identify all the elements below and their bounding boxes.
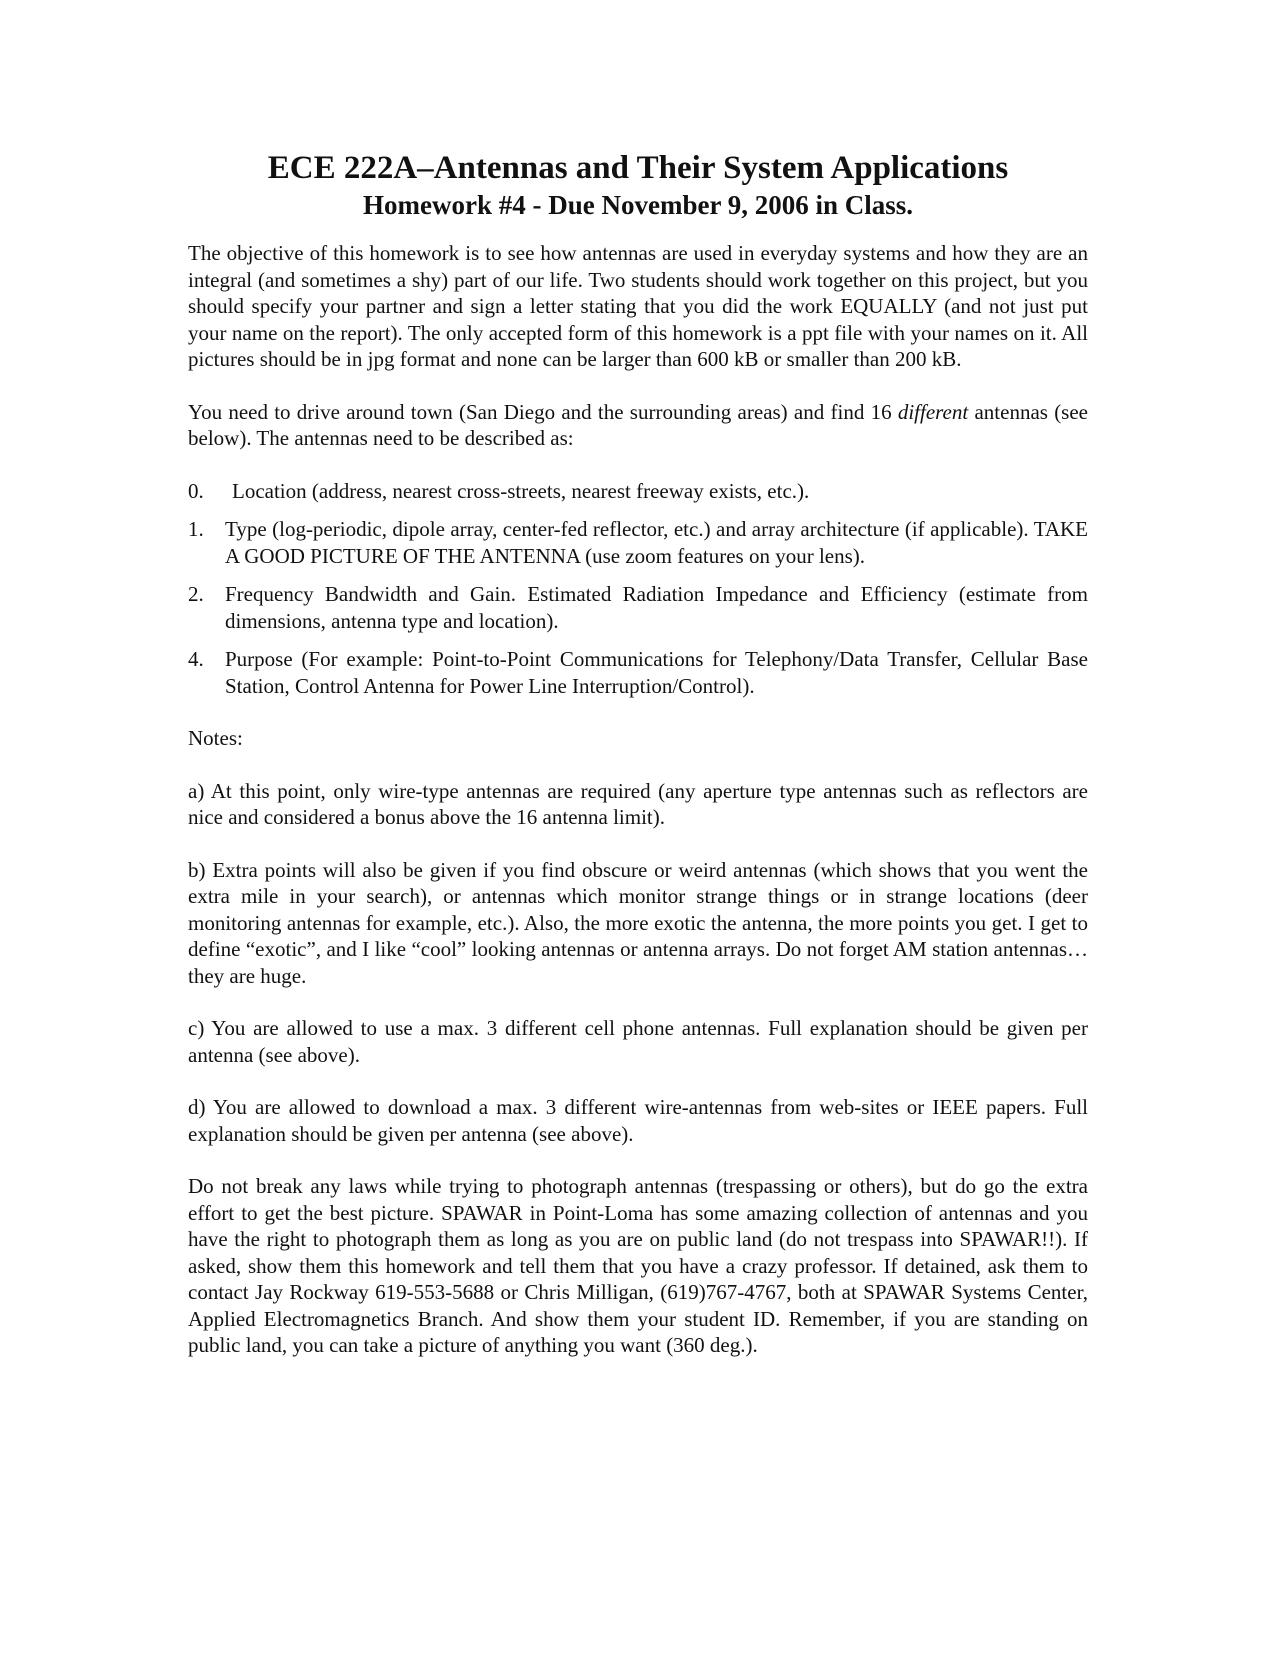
requirement-text: Type (log-periodic, dipole array, center-fed reflector, etc.) and array architecture (if applicable). TAKE A GOOD PICTURE OF THE ANTENNA (use zoom features on your lens). [225,517,1088,568]
task-paragraph [188,399,1088,452]
document-subtitle: Homework #4 - Due November 9, 2006 in Class. [363,190,913,220]
requirements-list [188,478,1088,700]
requirement-text: Location (address, nearest cross-streets, nearest freeway exists, etc.). [232,478,810,503]
requirement-number: 1. [188,517,204,541]
task-text-before: You need to drive around town (San Diego and the surrounding areas) and find 16 [188,399,898,424]
note-d: d) You are allowed to download a max. 3 different wire-antennas from web-sites or IEEE papers. Full explanation should be given per antenna (see above). [188,1095,1088,1146]
requirement-text: Frequency Bandwidth and Gain. Estimated Radiation Impedance and Efficiency (estimate from dimensions, antenna type and location). [225,582,1088,633]
requirement-number: 4. [188,647,204,671]
document-title: ECE 222A–Antennas and Their System Applications [267,150,1009,186]
requirement-text: Purpose (For example: Point-to-Point Communications for Telephony/Data Transfer, Cellular Base Station, Control Antenna for Power Line Interruption/Control). [225,647,1088,698]
requirement-item [188,581,1088,634]
task-emphasis: different [897,399,969,424]
intro-paragraph: The objective of this homework is to see how antennas are used in everyday systems and how they are an integral (and sometimes a shy) part of our life. Two students should work together on this project, but you should specify your partner and sign a letter stating that you did the work EQUALLY (and not just put your name on the report). The only accepted form of this homework is a ppt file with your names on it. All pictures should be in jpg format and none can be larger than 600 kB or smaller than 200 kB. [188,241,1088,371]
closing-paragraph: Do not break any laws while trying to photograph antennas (trespassing or others), but do go the extra effort to get the best picture. SPAWAR in Point-Loma has some amazing collection of antennas and you have the right to photograph them as long as you are on public land (do not trespass into SPAWAR!!). If asked, show them this homework and tell them that you have a crazy professor. If detained, ask them to contact Jay Rockway 619-553-5688 or Chris Milligan, (619)767-4767, both at SPAWAR Systems Center, Applied Electromagnetics Branch. And show them your student ID. Remember, if you are standing on public land, you can take a picture of anything you want (360 deg.). [188,1174,1088,1357]
requirement-item [188,516,1088,569]
note-c: c) You are allowed to use a max. 3 different cell phone antennas. Full explanation should be given per antenna (see above). [188,1016,1088,1067]
note-b: b) Extra points will also be given if you find obscure or weird antennas (which shows that you went the extra mile in your search), or antennas which monitor strange things or in strange locations (deer monitoring antennas for example, etc.). Also, the more exotic the antenna, the more points you get. I get to define “exotic”, and I like “cool” looking antennas or antenna arrays. Do not forget AM station antennas…they are huge. [188,857,1088,988]
requirement-item [188,646,1088,699]
notes-heading: Notes: [188,726,243,750]
note-a: a) At this point, only wire-type antennas are required (any aperture type antennas such as reflectors are nice and considered a bonus above the 16 antenna limit). [188,778,1088,829]
requirement-item [188,478,1088,505]
requirement-number: 0. [188,478,204,503]
requirement-number: 2. [188,582,204,606]
document-page [188,148,1088,1385]
task-text-after: antennas (see below). The antennas need to be described as: [188,399,1088,450]
